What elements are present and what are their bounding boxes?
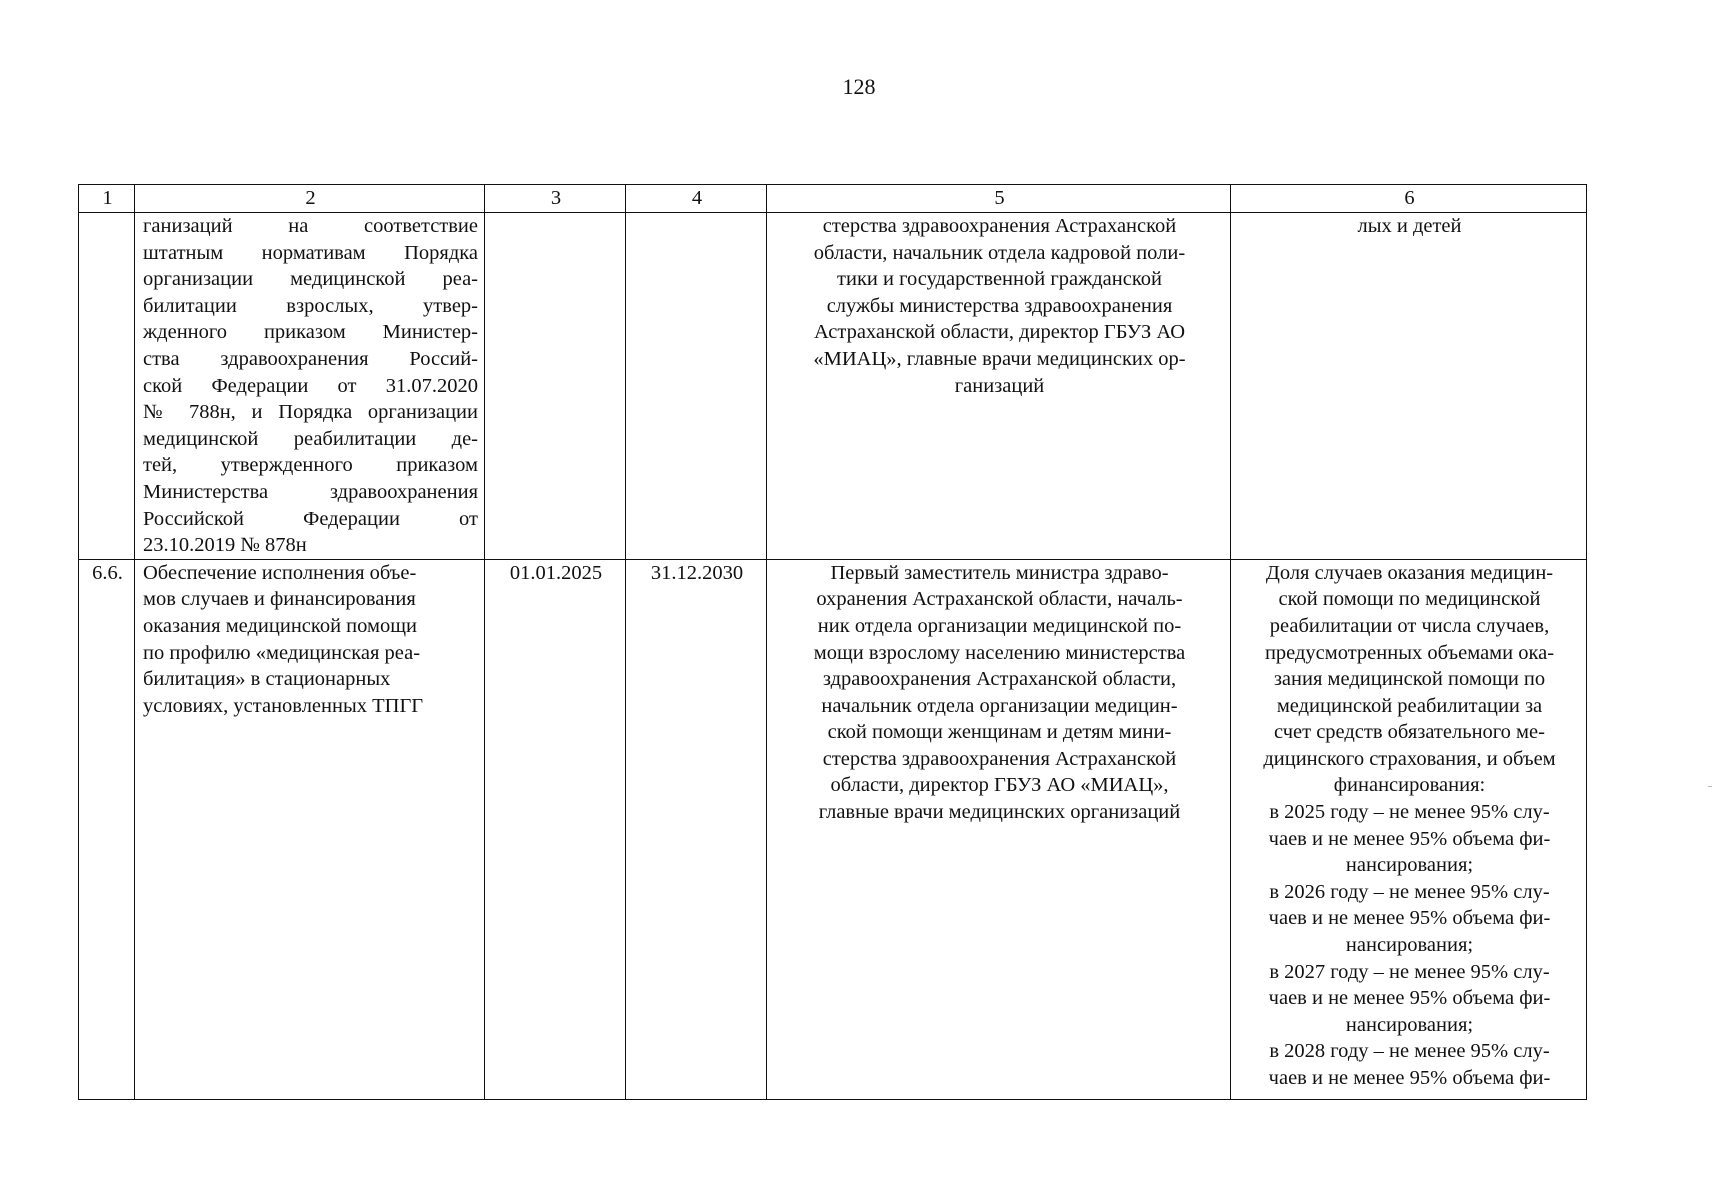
table-row (79, 213, 1587, 560)
text-line: в 2028 году – не менее 95% слу- (1269, 1040, 1550, 1063)
text-line: медицинской реабилитации за (1276, 694, 1543, 717)
text-line: ства здравоохранения Россий- (143, 347, 478, 370)
text-line: Российской Федерации от (143, 507, 478, 530)
end-date-cell: 31.12.2030 (626, 559, 767, 1099)
text-line: билитации взрослых, утвер- (143, 294, 478, 317)
column-number-row (79, 185, 1587, 213)
text-line: оказания медицинской помощи (143, 614, 417, 637)
text-line: ской Федерации от 31.07.2020 (143, 374, 478, 397)
text-line: лых и детей (1357, 215, 1462, 237)
column-number-cell: 3 (485, 185, 626, 213)
text-line: мощи взрослому населению министерства (813, 641, 1186, 664)
text-line: нансирования; (1345, 934, 1474, 957)
text-line: по профилю «медицинская реа- (143, 641, 421, 664)
end-date-cell (626, 213, 767, 560)
measure-description-cell (135, 213, 485, 560)
measure-description-cell (135, 559, 485, 1099)
table-row (79, 559, 1587, 1099)
result-cell (1231, 559, 1587, 1099)
text-line: медицинской реабилитации де- (143, 427, 478, 450)
text-line: стерства здравоохранения Астраханской (822, 747, 1177, 770)
text-line: «МИАЦ», главные врачи медицинских ор- (813, 347, 1186, 370)
text-line: жденного приказом Министер- (143, 321, 478, 344)
text-line: организации медицинской реа- (143, 268, 478, 291)
column-number-cell: 1 (79, 185, 135, 213)
text-line: Обеспечение исполнения объе- (143, 561, 417, 584)
text-line: Министерства здравоохранения (143, 480, 478, 503)
text-line: главные врачи медицинских организаций (818, 801, 1181, 824)
text-line: дицинского страхования, и объем (1263, 747, 1556, 770)
text-line: чаев и не менее 95% объема фи- (1268, 1067, 1551, 1089)
text-line: в 2025 году – не менее 95% слу- (1269, 801, 1550, 824)
text-line: начальник отдела организации медицин- (821, 694, 1178, 717)
text-line: ской помощи женщинам и детям мини- (827, 721, 1172, 744)
column-number-cell: 6 (1231, 185, 1587, 213)
page-number: 128 (842, 74, 876, 99)
row-number-cell: 6.6. (79, 559, 135, 1099)
result-cell (1231, 213, 1587, 560)
text-line: Астраханской области, директор ГБУЗ АО (813, 321, 1186, 344)
text-line: охранения Астраханской области, началь- (816, 588, 1183, 611)
text-line: чаев и не менее 95% объема фи- (1268, 907, 1551, 930)
text-line: ганизаций (954, 374, 1045, 397)
text-line: ской помощи по медицинской (1278, 588, 1541, 611)
column-number-cell: 2 (135, 185, 485, 213)
text-line: счет средств обязательного ме- (1274, 721, 1545, 744)
text-line: области, начальник отдела кадровой поли- (813, 241, 1186, 264)
text-line: области, директор ГБУЗ АО «МИАЦ», (830, 774, 1169, 797)
text-line: тей, утвержденного приказом (143, 454, 478, 477)
text-line: службы министерства здравоохранения (826, 294, 1173, 317)
text-line: мов случаев и финансирования (143, 588, 416, 611)
text-line: 23.10.2019 № 878н (143, 534, 307, 557)
text-line: № 788н, и Порядка организации (143, 401, 478, 424)
text-line: ник отдела организации медицинской по- (817, 614, 1182, 637)
text-line: Доля случаев оказания медицин- (1265, 561, 1554, 584)
text-line: предусмотренных объемами ока- (1264, 641, 1555, 664)
start-date-cell (485, 213, 626, 560)
responsible-cell (767, 559, 1231, 1099)
plan-table (78, 184, 1587, 1100)
column-number-cell: 4 (626, 185, 767, 213)
responsible-cell (767, 213, 1231, 560)
text-line: тики и государственной гражданской (837, 268, 1162, 291)
start-date-cell: 01.01.2025 (485, 559, 626, 1099)
row-number-cell (79, 213, 135, 560)
text-line: стерства здравоохранения Астраханской (822, 215, 1177, 237)
text-line: в 2027 году – не менее 95% слу- (1269, 960, 1550, 983)
text-line: ганизаций на соответствие (143, 215, 478, 237)
text-line: в 2026 году – не менее 95% слу- (1269, 880, 1550, 903)
text-line: билитация» в стационарных (143, 668, 391, 691)
text-line: чаев и не менее 95% объема фи- (1268, 987, 1551, 1010)
text-line: финансирования: (1333, 774, 1486, 797)
text-line: здравоохранения Астраханской области, (822, 668, 1177, 691)
column-number-cell: 5 (767, 185, 1231, 213)
text-line: нансирования; (1345, 1013, 1474, 1036)
text-line: нансирования; (1345, 854, 1474, 877)
text-line: реабилитации от числа случаев, (1269, 614, 1550, 637)
text-line: условиях, установленных ТПГГ (143, 694, 424, 717)
text-line: чаев и не менее 95% объема фи- (1268, 827, 1551, 850)
text-line: штатным нормативам Порядка (143, 241, 478, 264)
text-line: Первый заместитель министра здраво- (830, 561, 1169, 584)
text-line: зания медицинской помощи по (1273, 668, 1546, 691)
scan-mark (1708, 786, 1712, 787)
